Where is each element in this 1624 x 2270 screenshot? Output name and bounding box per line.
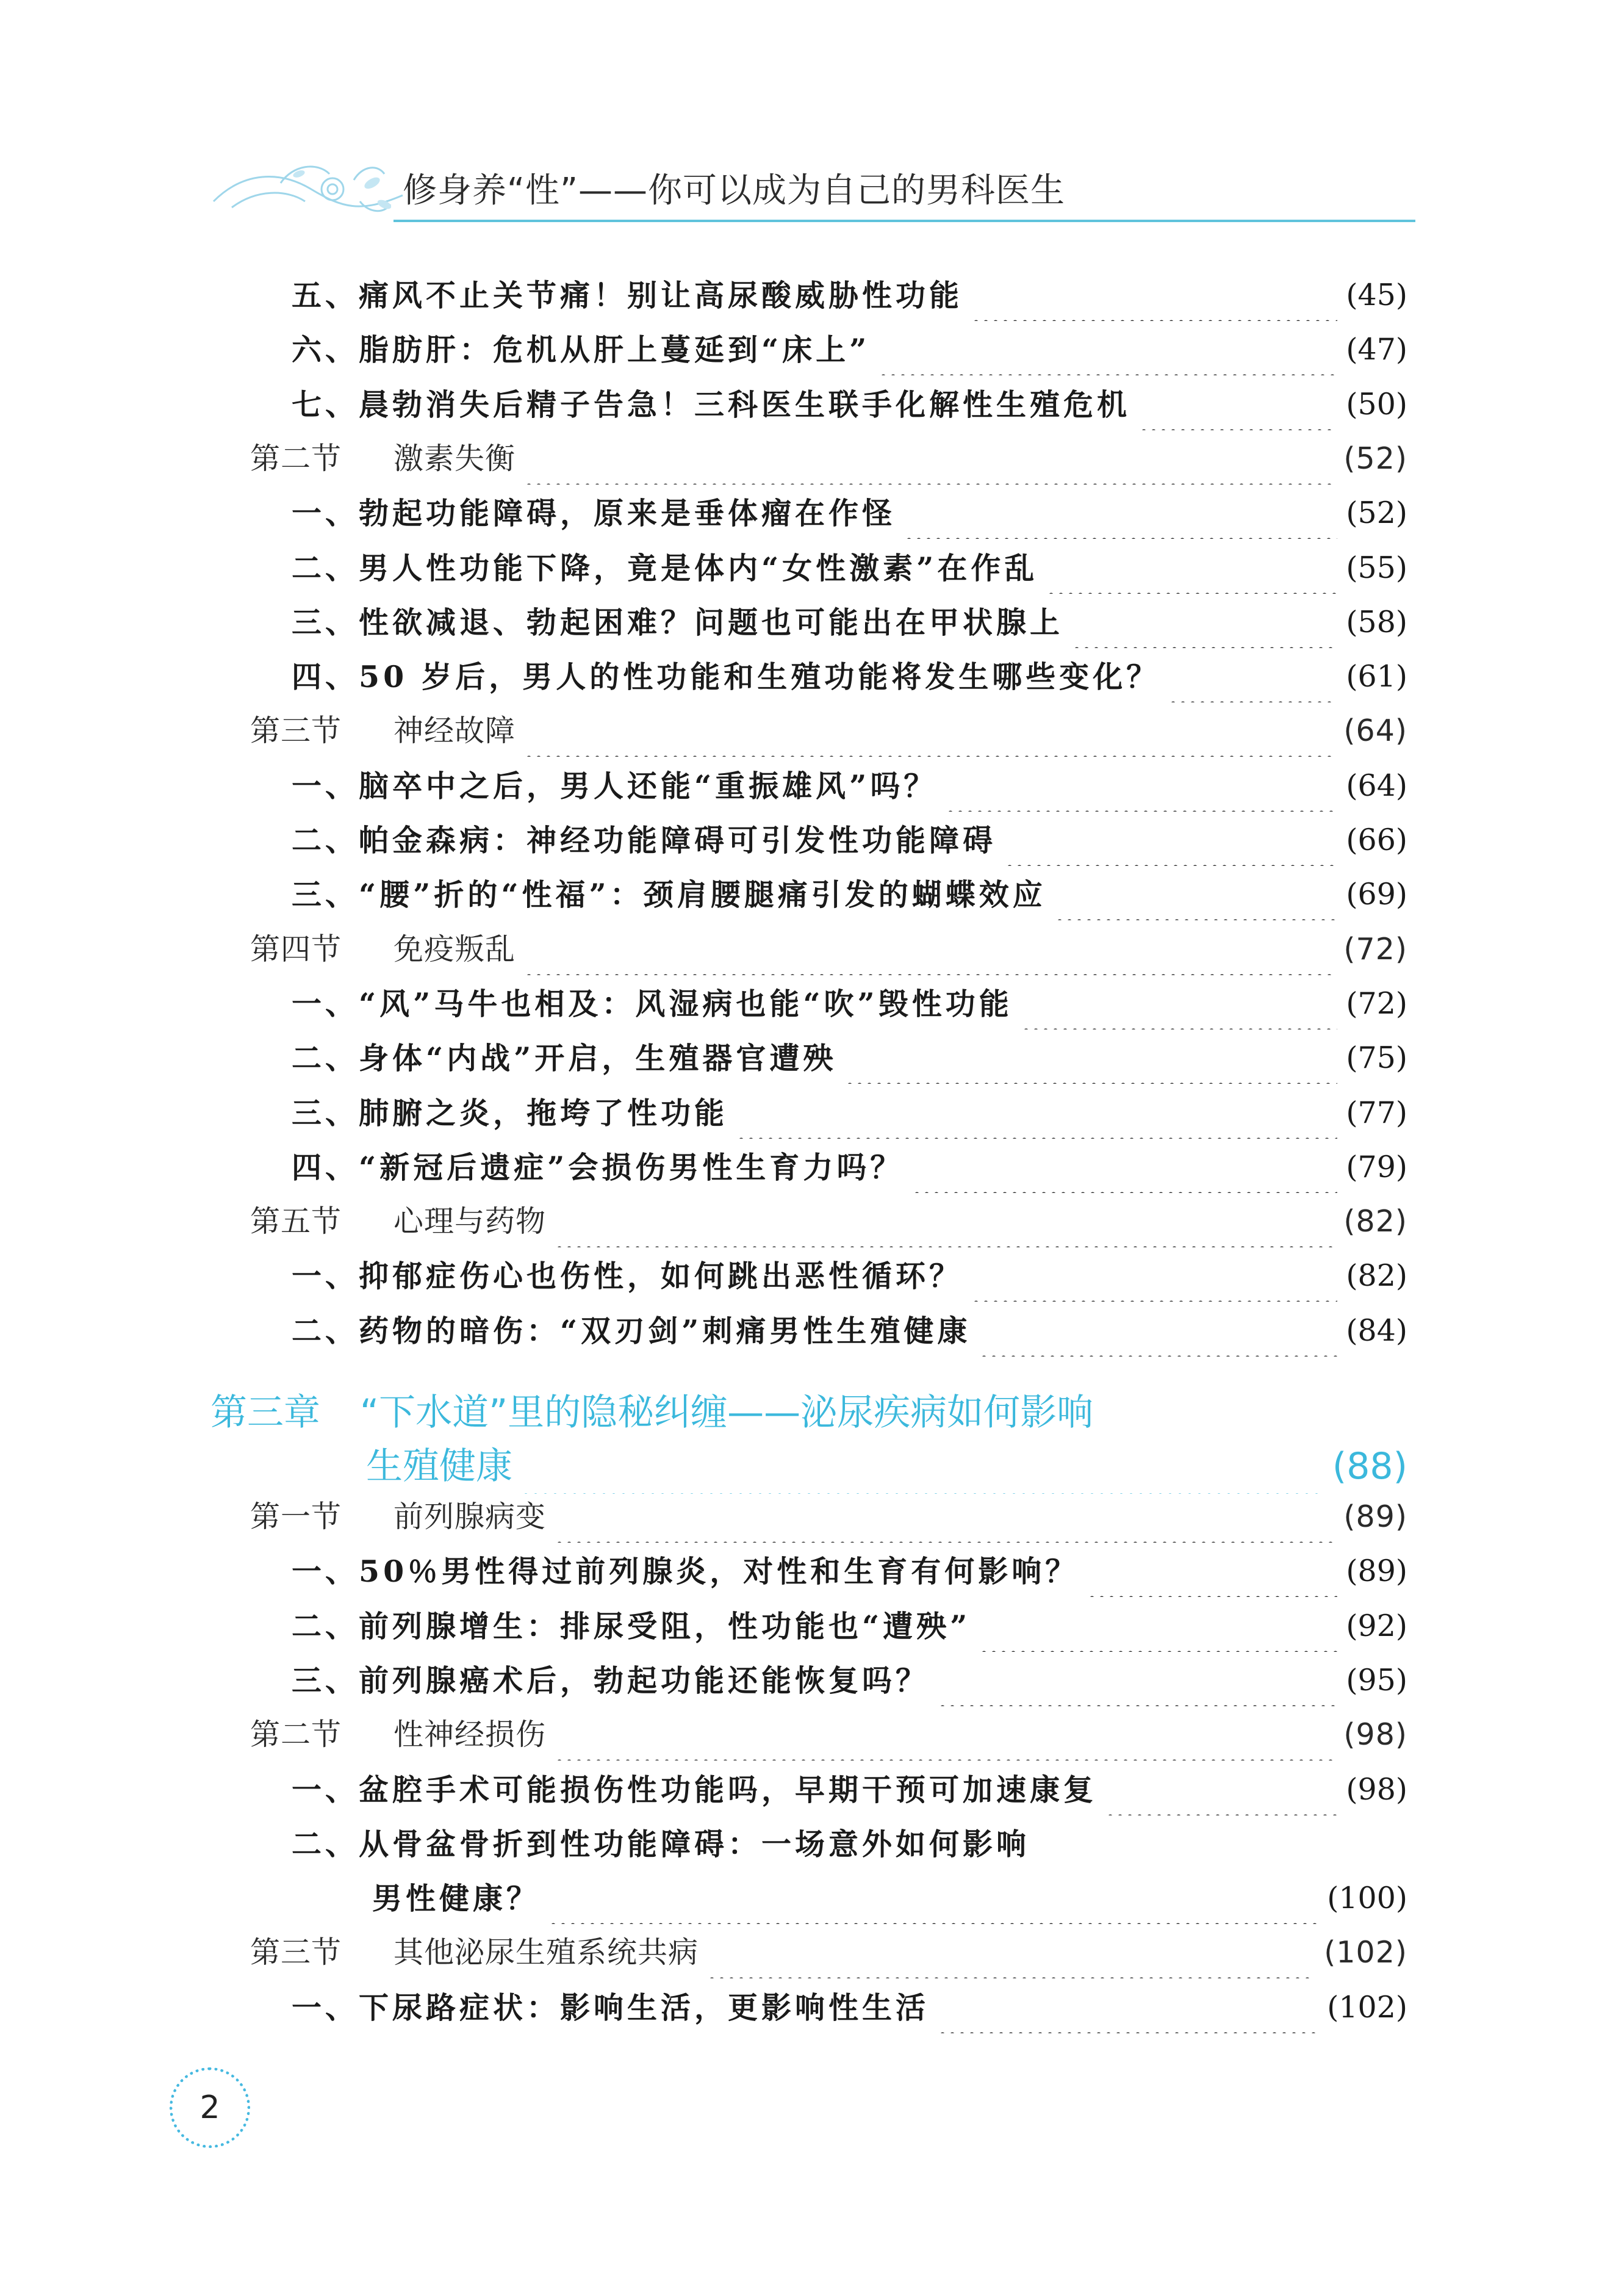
dot-leader (1087, 1546, 1337, 1597)
toc-entry[interactable] (0, 1655, 1624, 1706)
toc-entry-title: 二、男人性功能下降，竟是体内“女性激素”在作乱 (292, 550, 1038, 586)
toc-page-number: (66) (1346, 823, 1407, 857)
chapter-page-number: (88) (1332, 1445, 1407, 1488)
toc-entry[interactable] (0, 1087, 1624, 1139)
dot-leader (938, 1982, 1318, 2033)
toc-entry-title: 二、前列腺增生：排尿受阻，性功能也“遭殃” (292, 1608, 971, 1644)
toc-page-number: (89) (1346, 1554, 1407, 1589)
floral-ornament-icon (207, 146, 409, 226)
toc-entry[interactable] (0, 542, 1624, 594)
dot-leader (548, 1873, 1318, 1924)
toc-page-number: (98) (1346, 1771, 1407, 1807)
toc-section-label (250, 1491, 546, 1543)
toc-page-number: (50) (1346, 386, 1407, 422)
toc-entry[interactable] (0, 1601, 1624, 1652)
toc-section-entry[interactable] (0, 1491, 1624, 1543)
toc-entry-title: 六、脂肪肝：危机从肝上蔓延到“床上” (292, 332, 871, 368)
toc-section-number: 第三节 (250, 713, 342, 749)
toc-section-number: 第五节 (250, 1204, 342, 1239)
dot-leader (736, 1087, 1337, 1139)
toc-section-number: 第二节 (250, 1717, 342, 1753)
dot-leader (1046, 542, 1337, 594)
toc-entry[interactable] (0, 1305, 1624, 1357)
chapter-number: 第三章 (210, 1391, 320, 1434)
toc-entry-title: 五、痛风不止关节痛！别让高尿酸威胁性功能 (292, 278, 963, 313)
header-divider (393, 220, 1415, 222)
book-title: 修身养“性”——你可以成为自己的男科医生 (403, 171, 1066, 211)
toc-section-title: 免疫叛乱 (393, 931, 516, 967)
toc-section-entry[interactable] (0, 433, 1624, 485)
toc-entry-title: 七、晨勃消失后精子告急！三科医生联手化解性生殖危机 (292, 386, 1131, 422)
dot-leader (946, 760, 1337, 812)
dot-leader (1139, 379, 1337, 430)
toc-entry[interactable] (0, 488, 1624, 539)
toc-entry-title: 一、下尿路症状：影响生活，更影响性生活 (292, 1989, 930, 2025)
toc-entry-title: 一、脑卒中之后，男人还能“重振雄风”吗？ (292, 768, 938, 804)
toc-page-number: (64) (1346, 768, 1407, 803)
toc-entry[interactable] (0, 651, 1624, 702)
toc-entry[interactable] (0, 1818, 1624, 1870)
dot-leader (524, 924, 1335, 975)
dot-leader (1005, 815, 1337, 866)
toc-section-entry[interactable] (0, 1196, 1624, 1247)
toc-page-number: (64) (1343, 713, 1407, 749)
dot-leader (979, 1601, 1337, 1652)
toc-page-number: (75) (1346, 1040, 1407, 1076)
toc-page-number: (98) (1343, 1717, 1407, 1753)
toc-section-title: 激素失衡 (393, 441, 516, 476)
toc-entry-title: 三、“腰”折的“性福”：颈肩腰腿痛引发的蝴蝶效应 (292, 877, 1046, 913)
toc-entry-title: 一、勃起功能障碍，原来是垂体瘤在作怪 (292, 495, 896, 531)
toc-section-label (250, 1709, 546, 1760)
dot-leader (971, 1250, 1337, 1302)
toc-entry[interactable] (0, 270, 1624, 321)
toc-section-title: 神经故障 (393, 713, 516, 749)
toc-page-number: (84) (1346, 1313, 1407, 1348)
toc-section-label (250, 705, 516, 757)
dot-leader (971, 270, 1337, 321)
dot-leader (555, 1709, 1335, 1760)
dot-leader (555, 1196, 1335, 1247)
toc-entry[interactable] (0, 978, 1624, 1029)
toc-entry[interactable] (0, 760, 1624, 812)
toc-page-number: (72) (1346, 985, 1407, 1021)
toc-entry[interactable] (0, 597, 1624, 648)
toc-section-title: 其他泌尿生殖系统共病 (393, 1935, 699, 1970)
toc-entry-title: 男性健康？ (372, 1881, 541, 1917)
dot-leader (904, 488, 1337, 539)
page-number-badge (170, 2067, 250, 2148)
toc-page-number: (52) (1346, 495, 1407, 531)
toc-page-number: (58) (1346, 604, 1407, 640)
toc-page-number: (61) (1346, 659, 1407, 694)
dot-leader (524, 433, 1335, 485)
toc-page-number: (95) (1346, 1662, 1407, 1698)
toc-section-title: 前列腺病变 (393, 1499, 547, 1534)
toc-page-number: (82) (1343, 1204, 1407, 1239)
toc-section-label (250, 1927, 699, 1978)
dot-leader (524, 705, 1335, 757)
chapter-heading-continuation[interactable] (366, 1439, 1407, 1494)
dot-leader (845, 1032, 1337, 1084)
toc-entry-title: 三、前列腺癌术后，勃起功能还能恢复吗？ (292, 1662, 930, 1698)
dot-leader (1055, 869, 1338, 920)
toc-page-number: (55) (1346, 550, 1407, 585)
dot-leader (1072, 597, 1337, 648)
dot-leader (1168, 651, 1337, 702)
toc-page-number: (45) (1346, 278, 1407, 312)
toc-section-number: 第四节 (250, 931, 342, 967)
toc-entry[interactable] (0, 1546, 1624, 1597)
dot-leader (912, 1142, 1337, 1193)
toc-entry-title: 一、“风”马牛也相及：风湿病也能“吹”毁性功能 (292, 985, 1013, 1022)
toc-entry-title: 四、50 岁后，男人的性功能和生殖功能将发生哪些变化？ (292, 659, 1160, 695)
toc-section-entry[interactable] (0, 1927, 1624, 1978)
toc-entry[interactable] (0, 1032, 1624, 1084)
dot-leader (979, 1305, 1337, 1357)
dot-leader (555, 1491, 1335, 1543)
dot-leader (1105, 1764, 1337, 1815)
toc-section-number: 第二节 (250, 441, 342, 476)
toc-entry-title: 二、药物的暗伤：“双刃剑”刺痛男性生殖健康 (292, 1313, 971, 1349)
toc-entry[interactable] (0, 1764, 1624, 1815)
toc-section-label (250, 433, 516, 485)
page-number: 2 (199, 2089, 220, 2126)
toc-page-number: (100) (1327, 1881, 1407, 1916)
toc-page-number: (102) (1324, 1935, 1407, 1970)
toc-entry-title: 三、肺腑之炎，拖垮了性功能 (292, 1095, 728, 1131)
toc-entry[interactable] (0, 815, 1624, 866)
dot-leader (521, 1439, 1324, 1494)
toc-entry-title: 二、帕金森病：神经功能障碍可引发性功能障碍 (292, 823, 997, 858)
toc-entry[interactable] (0, 324, 1624, 375)
toc-page-number: (47) (1346, 332, 1407, 367)
dot-leader (938, 1655, 1337, 1706)
toc-entry[interactable] (0, 869, 1624, 920)
toc-page-number: (52) (1343, 441, 1407, 476)
dot-leader (1021, 978, 1338, 1029)
toc-entry-title: 三、性欲减退、勃起困难？问题也可能出在甲状腺上 (292, 604, 1064, 640)
toc-page-number: (79) (1346, 1149, 1407, 1184)
dot-leader (707, 1927, 1315, 1978)
dot-leader (878, 324, 1337, 375)
toc-entry-title: 二、身体“内战”开启，生殖器官遭殃 (292, 1040, 837, 1076)
toc-entry-title: 二、从骨盆骨折到性功能障碍：一场意外如何影响 (292, 1826, 1030, 1862)
toc-section-title: 性神经损伤 (393, 1717, 547, 1753)
toc-section-number: 第一节 (250, 1499, 342, 1534)
toc-entry[interactable] (0, 1250, 1624, 1302)
toc-entry-title: 四、“新冠后遗症”会损伤男性生育力吗？ (292, 1149, 904, 1185)
toc-page-number: (77) (1346, 1095, 1407, 1130)
toc-section-entry[interactable] (0, 924, 1624, 975)
toc-section-number: 第三节 (250, 1935, 342, 1970)
toc-entry[interactable] (0, 1142, 1624, 1193)
toc-page-number: (82) (1346, 1258, 1407, 1294)
toc-entry[interactable] (0, 1982, 1624, 2033)
toc-page-number: (72) (1343, 931, 1407, 967)
toc-page-number: (102) (1327, 1989, 1407, 2025)
toc-page-number: (69) (1346, 877, 1407, 912)
toc-page-number: (89) (1343, 1499, 1407, 1534)
toc-section-title: 心理与药物 (393, 1204, 547, 1239)
chapter-title-line1: “下水道”里的隐秘纠缠——泌尿疾病如何影响 (360, 1391, 1094, 1434)
toc-section-entry[interactable] (0, 1709, 1624, 1760)
toc-entry-title: 一、50％男性得过前列腺炎，对性和生育有何影响？ (292, 1554, 1079, 1590)
chapter-heading[interactable] (210, 1385, 1093, 1440)
toc-page-number: (92) (1346, 1608, 1407, 1643)
toc-section-label (250, 1196, 546, 1247)
toc-section-label (250, 924, 516, 975)
toc-section-entry[interactable] (0, 705, 1624, 757)
toc-entry-title: 一、抑郁症伤心也伤性，如何跳出恶性循环？ (292, 1258, 963, 1294)
toc-entry[interactable] (0, 379, 1624, 430)
chapter-title-line2: 生殖健康 (366, 1445, 512, 1488)
toc-entry-title: 一、盆腔手术可能损伤性功能吗，早期干预可加速康复 (292, 1771, 1098, 1807)
toc-entry[interactable] (0, 1873, 1624, 1924)
